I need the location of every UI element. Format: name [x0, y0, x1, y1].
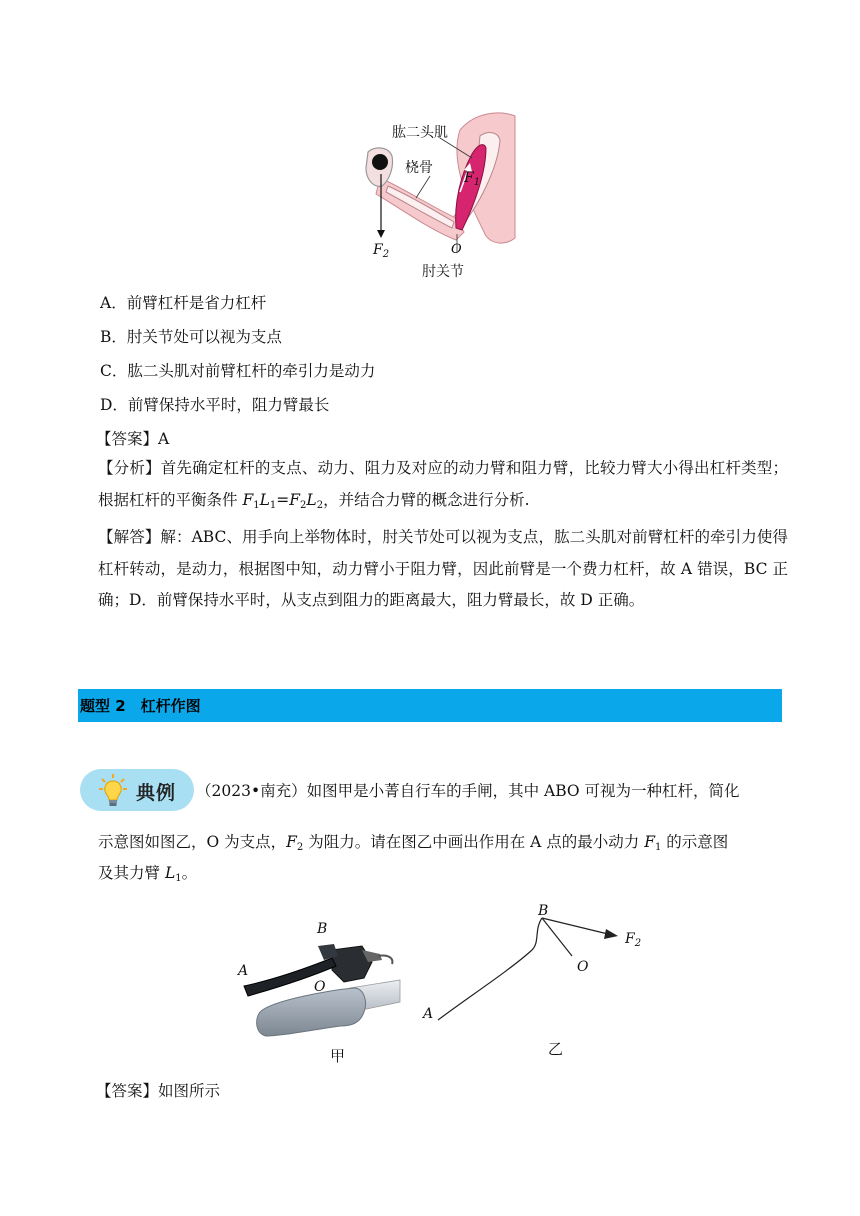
f2-arrow-head — [377, 230, 385, 238]
held-ball — [372, 154, 388, 170]
analysis-label: 【分析】 — [98, 459, 161, 477]
diagram-caption-yi: 乙 — [548, 1040, 564, 1058]
diagram-label-b: B — [538, 903, 549, 919]
elbow-label: 肘关节 — [422, 264, 464, 280]
f2-label: $F_2$ — [373, 242, 390, 260]
diagram-label-f2: $F_2$ — [625, 931, 642, 949]
f2-force-arrowhead — [604, 929, 618, 939]
final-answer-text: 如图所示 — [158, 1082, 221, 1100]
option-a: A．前臂杠杆是省力杠杆 — [100, 294, 267, 312]
radius-leader — [416, 176, 430, 198]
section-title: 题型 2 杠杆作图 — [80, 697, 201, 715]
lever-diagram — [420, 900, 650, 1030]
example-line-1: （2023•南充）如图甲是小菁自行车的手闸，其中 ABO 可视为一种杠杆，简化 — [196, 782, 740, 800]
example-badge — [80, 769, 194, 811]
answer-value: A — [158, 430, 170, 448]
diagram-label-a: A — [423, 1006, 434, 1022]
biceps-label: 肱二头肌 — [392, 125, 448, 141]
lever-arm-ab — [438, 918, 542, 1020]
f1-label: $F_1$ — [464, 170, 481, 188]
fulcrum-o-label: O — [451, 242, 462, 257]
final-answer-label: 【答案】 — [96, 1082, 159, 1100]
photo-caption-jia: 甲 — [330, 1047, 346, 1065]
photo-label-a: A — [238, 963, 249, 979]
final-answer-line — [96, 1081, 220, 1101]
photo-label-o: O — [314, 979, 326, 995]
analysis-paragraph: 【分析】首先确定杠杆的支点、动力、阻力及对应的动力臂和阻力臂，比较力臂大小得出杠杆类型；根据杠杆的平衡条件 $F_1L_1=F_2L_2$，并结合力臂的概念进行分析. — [98, 459, 788, 511]
example-line-3: 及其力臂 $L_1$。 — [98, 864, 198, 884]
option-d: D．前臂保持水平时，阻力臂最长 — [100, 396, 330, 414]
radius-label: 桡骨 — [405, 160, 433, 176]
grip — [257, 988, 366, 1036]
example-line-2: 示意图如图乙，O 为支点，$F_2$ 为阻力。请在图乙中画出作用在 A 点的最小动力 $F_1$ 的示意图 — [98, 833, 729, 853]
lightbulb-icon — [98, 773, 128, 809]
photo-label-b: B — [317, 921, 328, 937]
f2-force-line — [542, 918, 608, 934]
example-badge-label: 典例 — [136, 782, 177, 804]
answer-label: 【答案】 — [96, 430, 159, 448]
solution-paragraph: 【解答】解：ABC、用手向上举物体时，肘关节处可以视为支点，肱二头肌对前臂杠杆的牵引力使得杠杆转动，是动力，根据图中知，动力臂小于阻力臂，因此前臂是一个费力杠杆，故 A 错误，BC 正确；D．前臂保持水平时，从支点到阻力的距离最大，阻力臂最长，故 D 正确。 — [98, 528, 788, 609]
solution-label: 【解答】 — [98, 528, 161, 546]
diagram-label-o: O — [577, 959, 589, 975]
section-header-bar — [78, 689, 782, 722]
option-c: C．肱二头肌对前臂杠杆的牵引力是动力 — [100, 362, 376, 380]
option-b: B．肘关节处可以视为支点 — [100, 328, 282, 346]
answer-line — [96, 429, 169, 449]
